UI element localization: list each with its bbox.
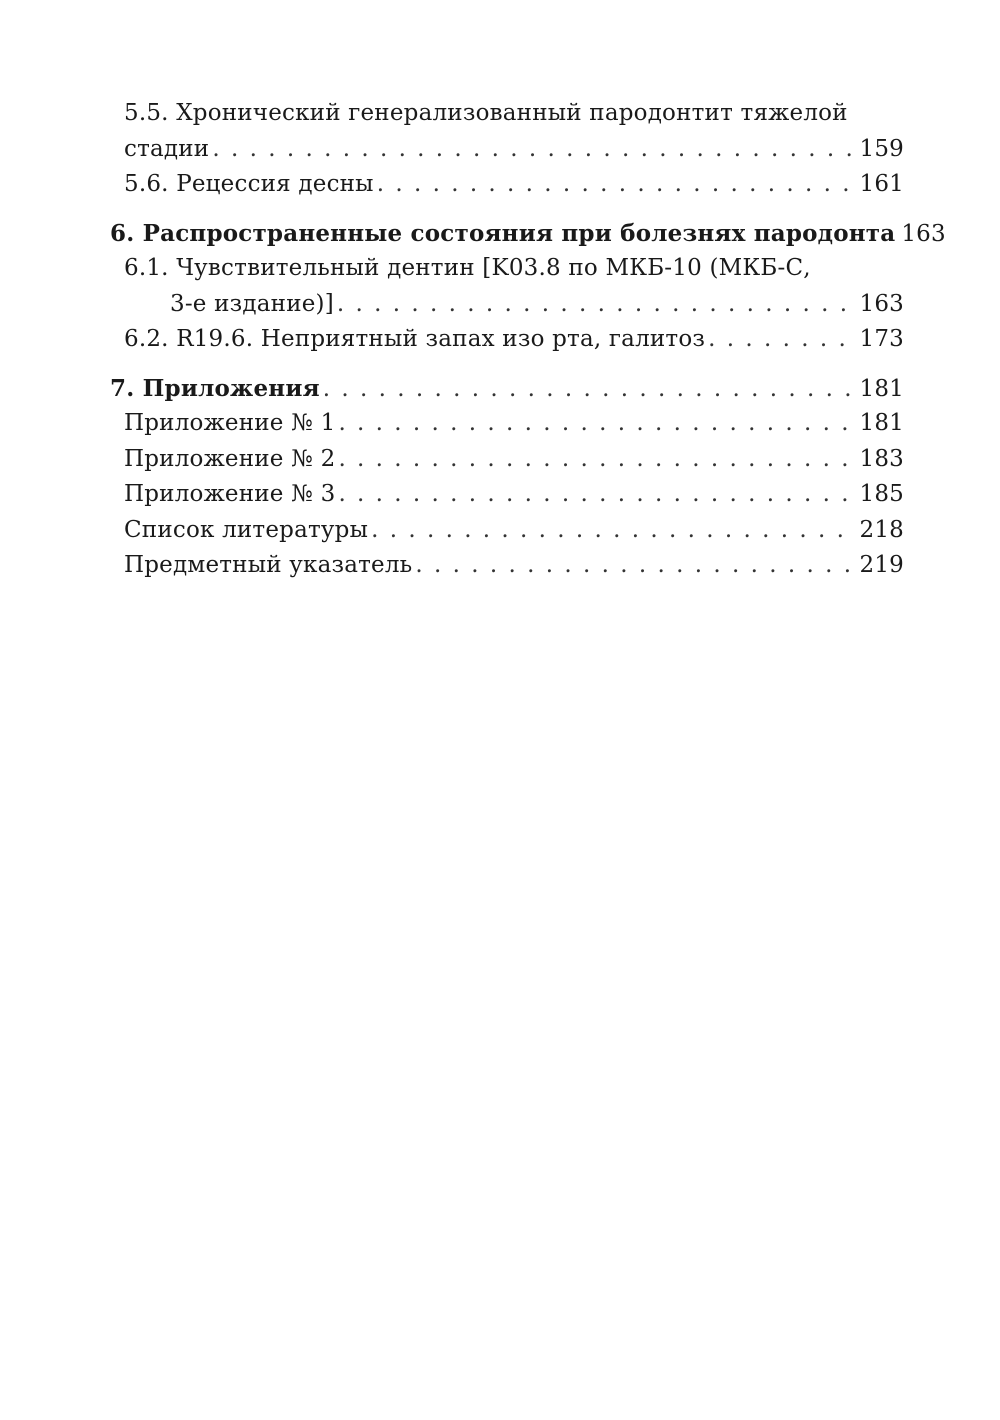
toc-page-number: 163 bbox=[901, 220, 946, 247]
toc-page-number: 185 bbox=[859, 481, 904, 507]
toc-entry-appendix-3-line bbox=[124, 477, 904, 513]
toc-page-number: 161 bbox=[859, 171, 904, 197]
dot-leader bbox=[338, 477, 856, 513]
toc-entry-title: 5.6. Рецессия десны bbox=[124, 171, 374, 197]
toc-entry-6-2[interactable] bbox=[110, 322, 904, 358]
dot-leader bbox=[371, 513, 856, 549]
toc-entry-5-5[interactable] bbox=[110, 96, 904, 167]
toc-chapter-6-line bbox=[110, 216, 946, 252]
toc-entry-appendix-2-line bbox=[124, 442, 904, 478]
toc-entry-title: 5.5. Хронический генерализованный пародонтит тяжелой bbox=[124, 100, 848, 126]
toc-entry-title: Приложение № 1 bbox=[124, 410, 336, 436]
toc-entry-subject-index-line bbox=[124, 548, 904, 584]
table-of-contents bbox=[110, 96, 946, 584]
toc-entry-6-1-line1 bbox=[124, 251, 904, 287]
toc-page-number: 183 bbox=[859, 445, 904, 472]
toc-chapter-7-line bbox=[110, 371, 904, 407]
toc-entry-title-cont: 3-е издание)] bbox=[170, 290, 334, 317]
toc-chapter-7[interactable] bbox=[110, 371, 904, 407]
dot-leader bbox=[415, 548, 856, 584]
toc-entry-appendix-3[interactable] bbox=[110, 477, 904, 513]
toc-entry-title: Приложение № 2 bbox=[124, 445, 336, 472]
dot-leader bbox=[323, 372, 857, 408]
toc-entry-5-6[interactable] bbox=[110, 167, 904, 203]
toc-entry-references-line bbox=[124, 513, 904, 549]
toc-entry-title: Приложение № 3 bbox=[124, 481, 336, 507]
toc-page-number: 181 bbox=[859, 410, 904, 436]
toc-page-number: 219 bbox=[859, 552, 904, 578]
dot-leader bbox=[338, 406, 856, 442]
toc-entry-5-5-line1 bbox=[124, 96, 904, 132]
dot-leader bbox=[708, 322, 856, 358]
toc-entry-title: Список литературы bbox=[124, 516, 369, 543]
dot-leader bbox=[337, 287, 857, 323]
toc-entry-appendix-1[interactable] bbox=[110, 406, 904, 442]
toc-chapter-title: 6. Распространенные состояния при болезнях пародонта bbox=[110, 219, 896, 247]
toc-entry-appendix-1-line bbox=[124, 406, 904, 442]
toc-chapter-title: 7. Приложения bbox=[110, 374, 320, 402]
dot-leader bbox=[338, 442, 856, 478]
toc-entry-6-1[interactable] bbox=[110, 251, 904, 322]
toc-entry-6-2-line bbox=[124, 322, 904, 358]
toc-entry-title: Предметный указатель bbox=[124, 552, 413, 578]
toc-page-number: 181 bbox=[859, 375, 904, 402]
toc-chapter-6[interactable] bbox=[110, 216, 946, 252]
toc-entry-title: 6.1. Чувствительный дентин [K03.8 по МКБ-10 (МКБ-С, bbox=[124, 255, 811, 281]
toc-entry-appendix-2[interactable] bbox=[110, 442, 904, 478]
toc-entry-title: 6.2. R19.6. Неприятный запах изо рта, галитоз bbox=[124, 326, 706, 352]
dot-leader bbox=[212, 132, 856, 168]
toc-page-number: 173 bbox=[859, 326, 904, 352]
toc-entry-5-6-line bbox=[124, 167, 904, 203]
toc-entry-references[interactable] bbox=[110, 513, 904, 549]
toc-entry-subject-index[interactable] bbox=[110, 548, 904, 584]
toc-page-number: 159 bbox=[859, 135, 904, 162]
toc-entry-6-1-line2 bbox=[124, 287, 904, 323]
toc-page-number: 218 bbox=[859, 516, 904, 543]
dot-leader bbox=[377, 167, 857, 203]
toc-page-number: 163 bbox=[859, 290, 904, 317]
toc-entry-title-cont: стадии bbox=[124, 135, 210, 162]
toc-entry-5-5-line2 bbox=[124, 132, 904, 168]
